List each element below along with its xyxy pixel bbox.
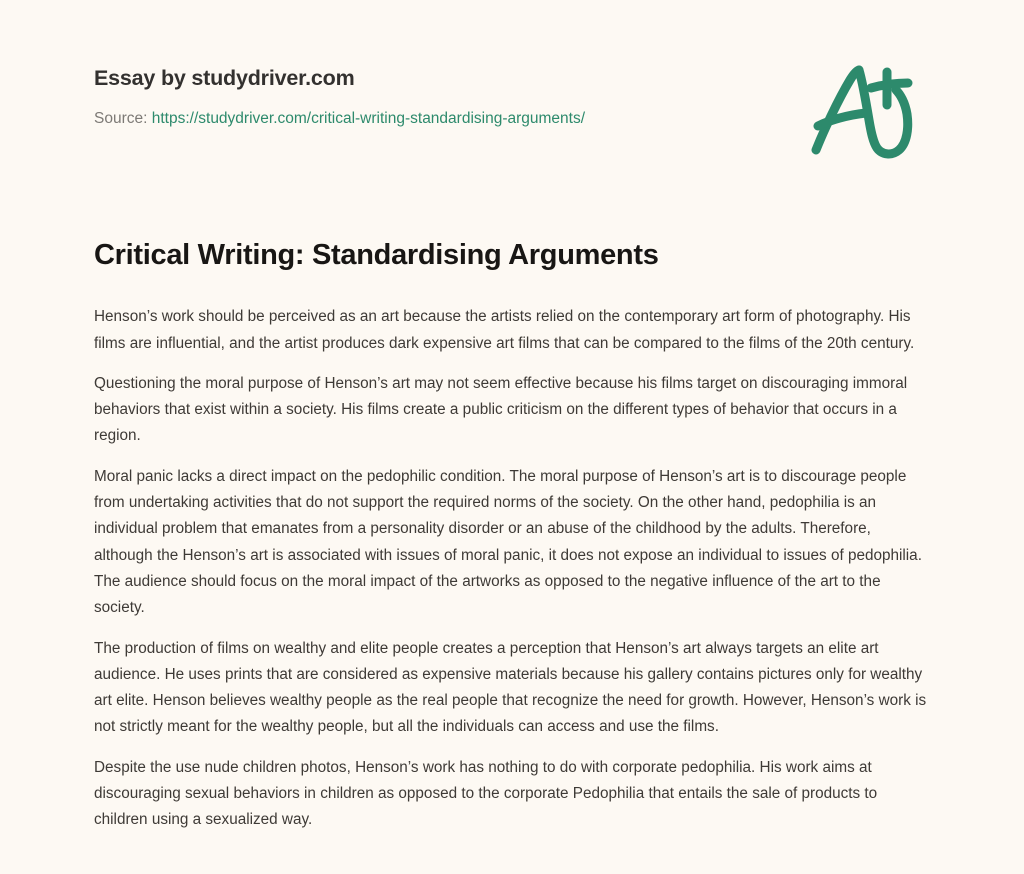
article (0, 237, 1024, 834)
source-label: Source: (94, 109, 148, 127)
paragraph: Despite the use nude children photos, Henson’s work has nothing to do with corporate pedophilia. His work aims at discouraging sexual behaviors in children as opposed to the corporate Pedophilia that entails the sale of products to children using a sexualized way. (94, 758, 878, 829)
source-line (94, 109, 585, 129)
a-plus-logo-glyph (804, 58, 924, 162)
paragraph: Henson’s work should be perceived as an art because the artists relied on the contemporary art form of photography. His films are influential, and the artist produces dark expensive art films that can be compared to the films of the 20th century. (94, 308, 915, 352)
paragraph: Moral panic lacks a direct impact on the pedophilic condition. The moral purpose of Henson’s art is to discourage people from undertaking activities that do not support the required norms of the society. On the other hand, pedophilia is an individual problem that emanates from a personality disorder or an abuse of the childhood by the adults. Therefore, although the Henson’s art is associated with issues of moral panic, it does not expose an individual to issues of pedophilia. The audience should focus on the moral impact of the artworks as opposed to the negative influence of the art to the society. (94, 467, 922, 617)
page-title: Critical Writing: Standardising Arguments (94, 239, 659, 271)
page-header (0, 0, 1024, 162)
header-text-block (94, 66, 585, 129)
article-body (94, 304, 930, 833)
brand-title: Essay by studydriver.com (94, 66, 355, 90)
a-plus-logo-icon (804, 58, 924, 162)
paragraph: The production of films on wealthy and elite people creates a perception that Henson’s art always targets an elite art audience. He uses prints that are considered as expensive materials because his gallery contains pictures only for wealthy art elite. Henson believes wealthy people as the real people that recognize the need for growth. However, Henson’s work is not strictly meant for the wealthy people, but all the individuals can access and use the films. (94, 639, 927, 736)
source-url-link[interactable]: https://studydriver.com/critical-writing-standardising-arguments/ (151, 109, 586, 127)
paragraph: Questioning the moral purpose of Henson’s art may not seem effective because his films target on discouraging immoral behaviors that exist within a society. His films create a public criticism on the different types of behavior that occurs in a region. (94, 374, 908, 445)
